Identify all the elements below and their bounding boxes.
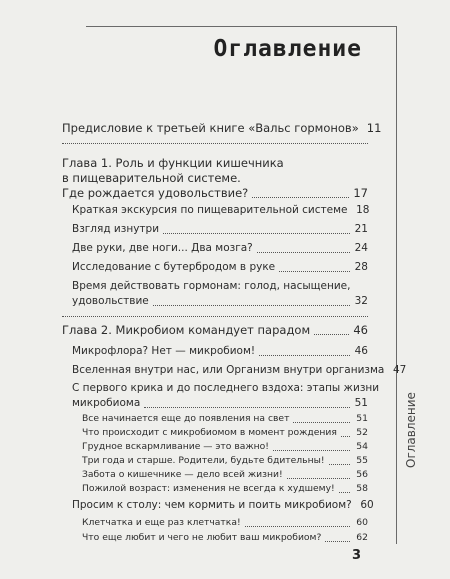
section-divider <box>62 143 368 144</box>
entry-title-line-1: Время действовать гормонам: голод, насыщение, <box>72 280 351 292</box>
dot-leader <box>325 541 350 542</box>
toc-entry[interactable] <box>72 222 368 237</box>
dot-leader <box>245 526 350 527</box>
entry-title: Две руки, две ноги... Два мозга? <box>72 242 253 254</box>
entry-title-line-1: С первого крика и до последнего вздоха: этапы жизни <box>72 382 380 394</box>
toc-entry-chapter-1[interactable] <box>62 156 368 201</box>
entry-title: Забота о кишечнике — дело всей жизни! <box>82 469 283 480</box>
entry-page: 56 <box>356 469 368 480</box>
entry-title-line-1: Глава 1. Роль и функции кишечника <box>62 156 284 170</box>
entry-title: Что еще любит и чего не любит ваш микробиом? <box>82 532 322 543</box>
toc-entry[interactable] <box>82 467 368 482</box>
entry-title: Глава 2. Микробиом командует парадом <box>62 323 311 337</box>
entry-page: 47 <box>393 364 407 376</box>
toc-entry[interactable] <box>72 203 368 218</box>
entry-page: 58 <box>356 483 368 494</box>
dot-leader <box>252 197 349 198</box>
toc-entry[interactable] <box>72 241 368 256</box>
entry-title: Просим к столу: чем кормить и поить микробиом? <box>72 499 352 511</box>
entry-title: Краткая экскурсия по пищеварительной системе <box>72 204 348 216</box>
entry-page: 55 <box>356 455 368 466</box>
entry-page: 18 <box>356 204 370 216</box>
toc-entry[interactable] <box>82 425 368 440</box>
toc-entry[interactable] <box>72 344 368 359</box>
toc-entry[interactable] <box>82 411 368 426</box>
dot-leader <box>339 492 350 493</box>
toc-entry[interactable] <box>72 381 380 411</box>
entry-title: Исследование с бутербродом в руке <box>72 261 276 273</box>
entry-title-line-2: в пищеварительной системе. <box>62 171 241 185</box>
toc-entry[interactable] <box>72 498 374 513</box>
toc-entry-preface[interactable] <box>62 121 382 136</box>
side-section-label: Оглавление <box>404 392 418 468</box>
toc-entry[interactable] <box>82 530 368 545</box>
entry-title: Три года и старше. Родители, будьте бдительны! <box>82 455 325 466</box>
dot-leader <box>259 355 350 356</box>
entry-page: 60 <box>356 517 368 528</box>
entry-title: Взгляд изнутри <box>72 223 160 235</box>
dot-leader <box>257 252 350 253</box>
entry-title: Клетчатка и еще раз клетчатка! <box>82 517 241 528</box>
entry-title-line-2: микробиома <box>72 397 141 409</box>
toc-entry-chapter-2[interactable] <box>62 323 368 338</box>
entry-title: Что происходит с микробиомом в момент рождения <box>82 427 337 438</box>
entry-page: 32 <box>354 295 368 307</box>
dot-leader <box>144 407 350 408</box>
page-title: Оглавление <box>213 36 362 62</box>
entry-title: Предисловие к третьей книге «Вальс гормонов» <box>62 121 359 135</box>
entry-title: Микрофлора? Нет — микробиом! <box>72 345 256 357</box>
toc-entry[interactable] <box>72 260 368 275</box>
entry-title: Вселенная внутри нас, или Организм внутри организма <box>72 364 385 376</box>
entry-page: 28 <box>354 261 368 273</box>
entry-page: 11 <box>366 121 382 135</box>
dot-leader <box>341 436 350 437</box>
toc-entry[interactable] <box>72 279 368 309</box>
toc-entry[interactable] <box>82 481 368 496</box>
entry-page: 52 <box>356 427 368 438</box>
entry-title: Все начинается еще до появления на свет <box>82 413 290 424</box>
entry-page: 54 <box>356 441 368 452</box>
dot-leader <box>287 478 350 479</box>
dot-leader <box>273 450 350 451</box>
entry-title-line-3: Где рождается удовольствие? <box>62 186 249 200</box>
toc-entry[interactable] <box>82 515 368 530</box>
entry-page: 62 <box>356 532 368 543</box>
entry-title-line-2: удовольствие <box>72 295 149 307</box>
dot-leader <box>279 271 350 272</box>
dot-leader <box>329 464 350 465</box>
entry-page: 21 <box>354 223 368 235</box>
dot-leader <box>153 305 350 306</box>
entry-page: 60 <box>360 499 374 511</box>
entry-page: 46 <box>354 345 368 357</box>
page-number: 3 <box>352 548 362 563</box>
dot-leader <box>293 422 350 423</box>
entry-page: 46 <box>353 323 368 337</box>
dot-leader <box>314 334 349 335</box>
entry-page: 51 <box>356 413 368 424</box>
entry-title: Пожилой возраст: изменения не всегда к худшему! <box>82 483 335 494</box>
section-divider <box>62 316 368 317</box>
toc-entry[interactable] <box>82 453 368 468</box>
entry-page: 51 <box>354 397 368 409</box>
toc-entry[interactable] <box>82 439 368 454</box>
entry-page: 24 <box>354 242 368 254</box>
entry-page: 17 <box>353 186 368 200</box>
dot-leader <box>163 233 350 234</box>
entry-title: Грудное вскармливание — это важно! <box>82 441 269 452</box>
toc-entry[interactable] <box>72 363 407 378</box>
